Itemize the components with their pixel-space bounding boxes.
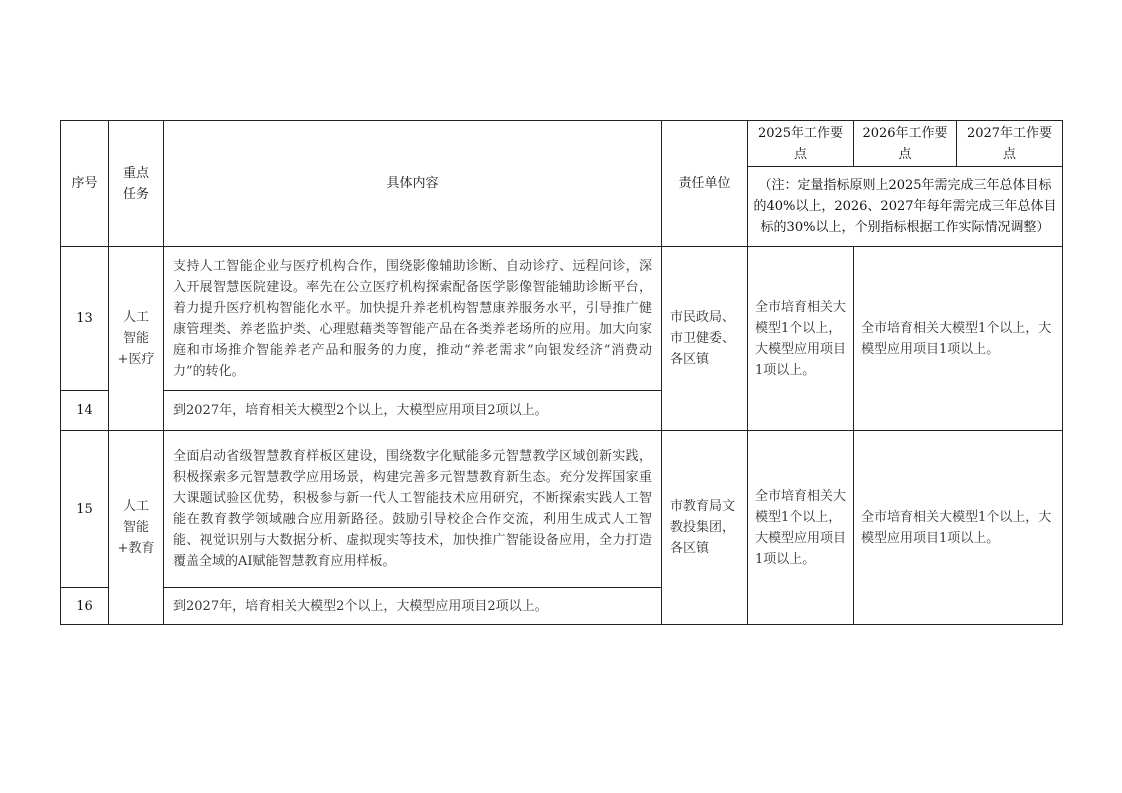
header-row [61, 121, 1063, 167]
header-index: 序号 [61, 121, 109, 247]
header-unit: 责任单位 [662, 121, 748, 247]
row-target-2025: 全市培育相关大模型1个以上，大模型应用项目1项以上。 [748, 431, 854, 625]
table-row [61, 431, 1063, 588]
row-target-2026-2027: 全市培育相关大模型1个以上，大模型应用项目1项以上。 [854, 247, 1063, 431]
row-target-2025: 全市培育相关大模型1个以上，大模型应用项目1项以上。 [748, 247, 854, 431]
header-note: （注：定量指标原则上2025年需完成三年总体目标的40%以上，2026、2027年每年需完成三年总体目标的30%以上，个别指标根据工作实际情况调整） [748, 167, 1063, 247]
row-task: 人工智能+教育 [109, 431, 164, 625]
table-row [61, 247, 1063, 391]
row-index: 14 [61, 391, 109, 431]
header-2027: 2027年工作要点 [957, 121, 1063, 167]
header-2025: 2025年工作要点 [748, 121, 854, 167]
header-task: 重点任务 [109, 121, 164, 247]
row-target-2026-2027: 全市培育相关大模型1个以上，大模型应用项目1项以上。 [854, 431, 1063, 625]
work-plan-table [60, 120, 1063, 625]
header-content: 具体内容 [164, 121, 662, 247]
header-2026: 2026年工作要点 [854, 121, 957, 167]
row-content: 全面启动省级智慧教育样板区建设，围绕数字化赋能多元智慧教学区域创新实践，积极探索多元智慧教学应用场景，构建完善多元智慧教育新生态。充分发挥国家重大课题试验区优势，积极参与新一代人工智能技术应用研究，不断探索实践人工智能在教育教学领域融合应用新路径。鼓励引导校企合作交流，利用生成式人工智能、视觉识别与大数据分析、虚拟现实等技术，加快推广智能设备应用，全力打造覆盖全域的AI赋能智慧教育应用样板。 [164, 431, 662, 588]
row-content: 到2027年，培育相关大模型2个以上，大模型应用项目2项以上。 [164, 391, 662, 431]
row-content: 支持人工智能企业与医疗机构合作，围绕影像辅助诊断、自动诊疗、远程问诊，深入开展智慧医院建设。率先在公立医疗机构探索配备医学影像智能辅助诊断平台，着力提升医疗机构智能化水平。加快提升养老机构智慧康养服务水平，引导推广健康管理类、养老监护类、心理慰藉类等智能产品在各类养老场所的应用。加大向家庭和市场推介智能养老产品和服务的力度，推动“养老需求”向银发经济“消费动力”的转化。 [164, 247, 662, 391]
row-index: 15 [61, 431, 109, 588]
row-unit: 市教育局文教投集团，各区镇 [662, 431, 748, 625]
row-unit: 市民政局、市卫健委、各区镇 [662, 247, 748, 431]
row-index: 13 [61, 247, 109, 391]
row-content: 到2027年，培育相关大模型2个以上，大模型应用项目2项以上。 [164, 588, 662, 625]
row-task: 人工智能+医疗 [109, 247, 164, 431]
row-index: 16 [61, 588, 109, 625]
